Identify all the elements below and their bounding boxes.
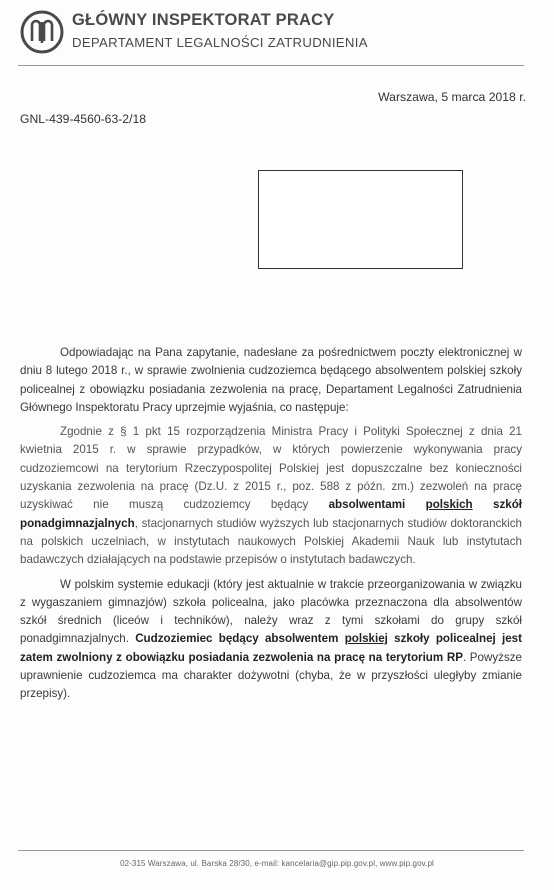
header-divider (18, 65, 524, 66)
recipient-address-box (258, 170, 463, 269)
department-subtitle: DEPARTAMENT LEGALNOŚCI ZATRUDNIENIA (72, 35, 368, 50)
footer-divider (18, 850, 524, 851)
pip-logo-icon (20, 10, 64, 54)
institution-title: GŁÓWNY INSPEKTORAT PRACY (72, 11, 335, 29)
bold-span: szkół ponadgimnazjalnych (20, 498, 523, 530)
reference-number: GNL-439-4560-63-2/18 (20, 112, 147, 126)
text-span: . Powyższe uprawnienie cudzoziemca ma charakter dożywotni (chyba, że w przyszłości uległyby zmianie przepisy). (20, 650, 522, 701)
bold-span: absolwentami (328, 498, 426, 512)
bold-underlined-span: polskich (425, 498, 473, 512)
paragraph-conclusion (20, 576, 522, 704)
bold-span: Cudzoziemiec będący absolwentem (135, 632, 345, 646)
bold-span: szkoły policealnej jest zatem zwolniony z obowiązku posiadania zezwolenia na pracę na terytorium RP (20, 632, 522, 664)
letter-body (20, 344, 522, 704)
letter-date: Warszawa, 5 marca 2018 r. (378, 90, 526, 104)
bold-underlined-span: polskiej (344, 632, 388, 646)
paragraph-intro: Odpowiadając na Pana zapytanie, nadesłane za pośrednictwem poczty elektronicznej w dniu 8 lutego 2018 r., w sprawie zwolnienia cudzoziemca będącego absolwentem polskiej szkoły policealnej z obowiązku posiadania zezwolenia na pracę, Departament Legalności Zatrudnienia Głównego Inspektoratu Pracy uprzejmie wyjaśnia, co następuje: (20, 346, 522, 414)
text-span: Zgodnie z § 1 pkt 15 rozporządzenia Ministra Pracy i Polityki Społecznej z dnia 21 kwietnia 2015 r. w sprawie przypadków, w których powierzenie wykonywania pracy cudzoziemcowi na terytorium Rzeczypospolitej Polskiej jest dopuszczalne bez konieczności uzyskania zezwolenia na pracę (Dz.U. z 2015 r., poz. 588 z późn. zm.) zezwoleń na pracę uzyskiwać nie muszą cudzoziemcy będący (20, 425, 522, 512)
text-span: , stacjonarnych studiów wyższych lub stacjonarnych studiów doktoranckich na polskich uczelniach, w instytutach naukowych Polskiej Akademii Nauk lub instytutach badawczych działających na podstawie przepisów o instytutach badawczych. (20, 516, 522, 567)
text-span: W polskim systemie edukacji (który jest aktualnie w trakcie przeorganizowania w związku z wygaszaniem gimnazjów) szkoła policealna, jako placówka przeznaczona dla absolwentów szkół średnich (liceów i techników), należy wraz z tymi szkołami do grupy szkół ponadgimnazjalnych. (20, 577, 522, 646)
paragraph-legal-basis (20, 423, 522, 569)
footer-contact: 02-315 Warszawa, ul. Barska 28/30, e-mail: kancelaria@gip.pip.gov.pl, www.pip.gov.pl (120, 859, 434, 868)
